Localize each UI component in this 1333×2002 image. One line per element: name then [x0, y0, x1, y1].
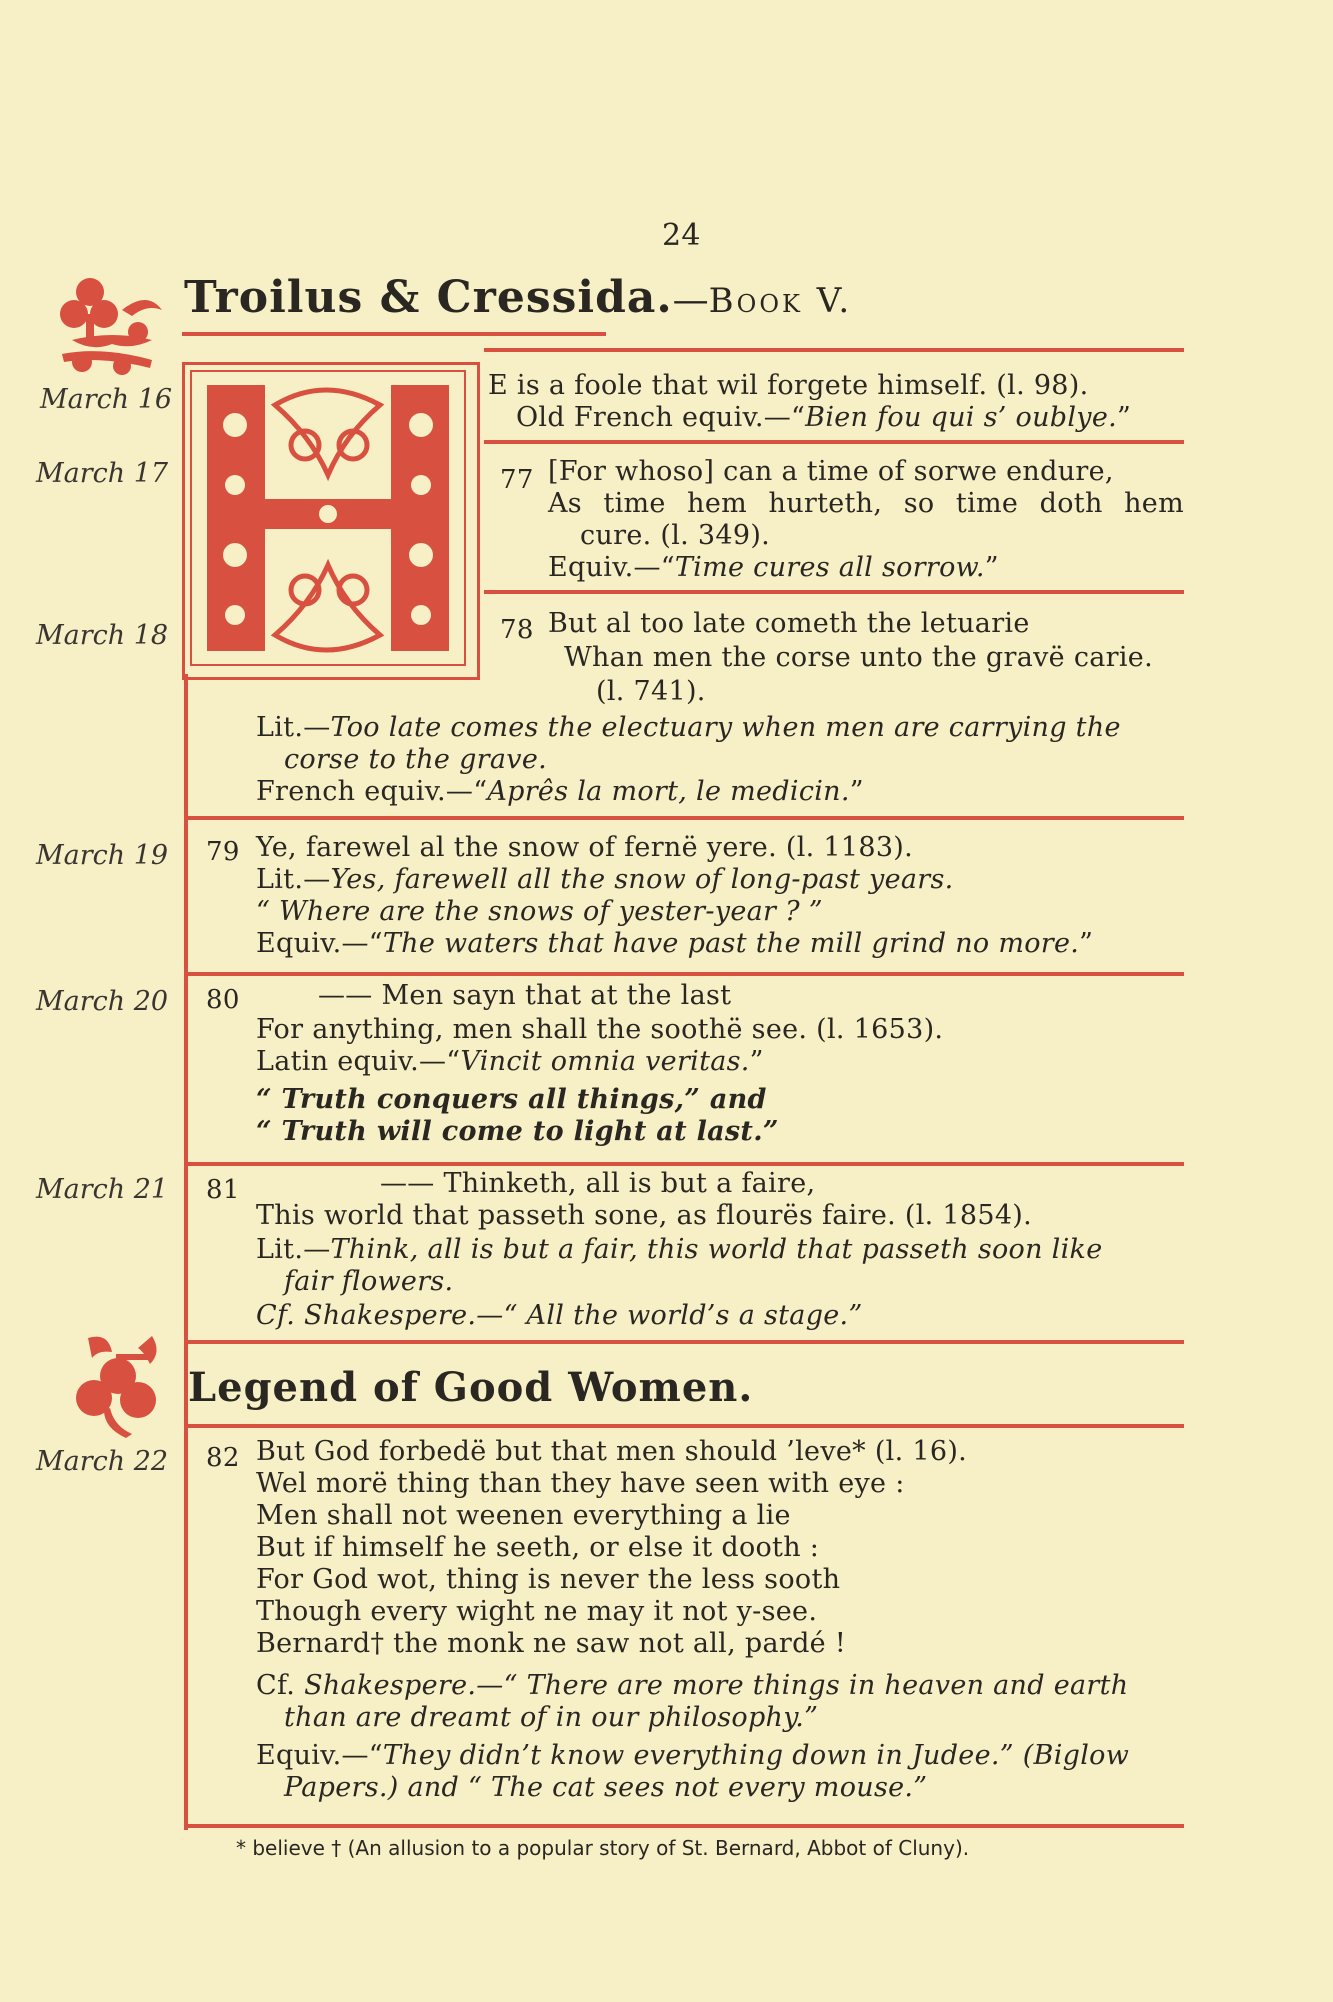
entry-78-number: 78	[500, 615, 534, 645]
title-underline	[182, 332, 606, 336]
entry-81-number: 81	[206, 1175, 240, 1205]
entry-81-cf-label: Cf. Shakespere.	[256, 1300, 477, 1331]
entry-79-lit-label: Lit.—	[256, 864, 331, 895]
entry-79-equiv-label: Equiv.—“	[256, 928, 383, 959]
entry-78-french-label: French equiv.—“	[256, 776, 488, 807]
entry-78-lit-line-1	[256, 712, 1121, 744]
entry-79-quote: “ Where are the snows of yester-year ? ”	[256, 896, 823, 927]
entry-82-equiv-line-1: They didn’t know everything down in Judee.” (Biglow	[382, 1740, 1130, 1771]
entry-76-line-1: E is a foole that wil forgete himself. (l. 98).	[488, 370, 1089, 401]
trefoil-ornament-icon	[52, 270, 172, 380]
entry-82-equiv-label: Equiv.—“	[256, 1740, 383, 1771]
rule	[184, 1824, 1184, 1828]
entry-79-equiv	[256, 928, 1093, 960]
entry-80-latin	[256, 1046, 764, 1078]
entry-77-line-2: As time hem hurteth, so time doth hem	[548, 488, 1184, 519]
rule	[184, 1424, 1184, 1428]
entry-78-line-1: But al too late cometh the letuarie	[548, 608, 1030, 639]
entry-82-line-5: For God wot, thing is never the less sooth	[256, 1564, 841, 1595]
entry-77-close: ”	[984, 552, 999, 583]
initial-h-icon	[185, 365, 471, 671]
trefoil-ornament-icon	[58, 1330, 176, 1440]
page-number: 24	[662, 218, 701, 253]
entry-82-cf-author: Shakespere.	[304, 1670, 477, 1701]
rule	[484, 590, 1184, 594]
entry-79-lit	[256, 864, 954, 896]
entry-79-lit-text: Yes, farewell all the snow of long-past years.	[330, 864, 954, 895]
date-march-18: March 18	[36, 620, 169, 651]
entry-79-equiv-text: The waters that have past the mill grind no more.	[382, 928, 1080, 959]
title-book: Book V.	[708, 281, 853, 321]
rule	[184, 816, 1184, 820]
rule	[184, 972, 1184, 976]
entry-77-line-1: [For whoso] can a time of sorwe endure,	[548, 456, 1114, 487]
entry-81-lit	[256, 1234, 1103, 1266]
entry-81-cf	[256, 1300, 863, 1332]
entry-82-line-4: But if himself he seeth, or else it dooth :	[256, 1532, 820, 1563]
entry-80-line-1: —— Men sayn that at the last	[318, 980, 732, 1011]
entry-78-lit-line-2: corse to the grave.	[284, 744, 547, 775]
title-dash: —	[672, 280, 709, 321]
entry-82-equiv-line-2: Papers.) and “ The cat sees not every mouse.”	[284, 1772, 928, 1803]
entry-78-french-quote: Aprês la mort, le medicin.	[487, 776, 850, 807]
footnote: * believe † (An allusion to a popular story of St. Bernard, Abbot of Cluny).	[236, 1836, 970, 1860]
entry-78-lit-text: Too late comes the electuary when men are carrying the	[330, 712, 1121, 743]
left-border	[184, 674, 188, 1830]
entry-82-cf	[256, 1670, 1128, 1702]
entry-80-number: 80	[206, 985, 240, 1015]
entry-76-label: Old French equiv.—“	[516, 402, 806, 433]
entry-82-equiv	[256, 1740, 1129, 1772]
title-main: Troilus & Cressida.	[184, 272, 673, 323]
entry-81-lit-label: Lit.—	[256, 1234, 331, 1265]
entry-81-line-2: This world that passeth sone, as flourës faire. (l. 1854).	[256, 1200, 1033, 1231]
entry-82-line-1: But God forbedë but that men should ’leve* (l. 16).	[256, 1436, 968, 1467]
entry-79-number: 79	[206, 837, 240, 867]
entry-80-quote-1: “ Truth conquers all things,” and	[256, 1084, 767, 1115]
entry-80-latin-quote: Vincit omnia veritas.	[460, 1046, 750, 1077]
illuminated-initial	[182, 362, 480, 680]
entry-82-line-3: Men shall not weenen everything a lie	[256, 1500, 791, 1531]
rule	[484, 440, 1184, 444]
entry-77-line-4	[548, 552, 999, 584]
date-march-17: March 17	[36, 458, 169, 489]
date-march-22: March 22	[36, 1446, 169, 1477]
date-march-16: March 16	[40, 384, 173, 415]
entry-78-line-3: (l. 741).	[596, 676, 706, 707]
entry-80-quote-2: “ Truth will come to light at last.”	[256, 1116, 779, 1147]
entry-80-latin-label: Latin equiv.—“	[256, 1046, 461, 1077]
entry-81-lit-line-2: fair flowers.	[284, 1266, 454, 1297]
section-title-legend-of-good-women: Legend of Good Women.	[188, 1364, 754, 1411]
entry-79-close: ”	[1079, 928, 1094, 959]
entry-77-label: Equiv.—“	[548, 552, 675, 583]
entry-82-cf-line-1: —“ There are more things in heaven and earth	[476, 1670, 1129, 1701]
entry-77-line-3: cure. (l. 349).	[580, 520, 771, 551]
date-march-20: March 20	[36, 986, 169, 1017]
entry-79-line-1: Ye, farewel al the snow of fernë yere. (l. 1183).	[256, 832, 914, 863]
entry-82-line-6: Though every wight ne may it not y-see.	[256, 1596, 818, 1627]
entry-80-line-2: For anything, men shall the soothë see. (l. 1653).	[256, 1014, 944, 1045]
entry-78-lit-label: Lit.—	[256, 712, 331, 743]
entry-82-line-2: Wel morë thing than they have seen with eye :	[256, 1468, 905, 1499]
rule	[184, 1162, 1184, 1166]
entry-80-close: ”	[749, 1046, 764, 1077]
entry-82-number: 82	[206, 1443, 240, 1473]
entry-78-close: ”	[849, 776, 864, 807]
date-march-21: March 21	[36, 1174, 169, 1205]
entry-82-cf-label: Cf.	[256, 1670, 305, 1701]
entry-76-quote: Bien fou qui s’ oublye.	[805, 402, 1118, 433]
entry-78-french	[256, 776, 864, 808]
rule	[484, 348, 1184, 352]
entry-76-close: ”	[1117, 402, 1132, 433]
entry-77-quote: Time cures all sorrow.	[674, 552, 985, 583]
entry-76-line-2	[516, 402, 1131, 434]
chapter-title	[184, 272, 852, 323]
rule	[184, 1340, 1184, 1344]
entry-77-number: 77	[500, 465, 534, 495]
entry-82-line-7: Bernard† the monk ne saw not all, pardé !	[256, 1628, 846, 1659]
entry-81-lit-text: Think, all is but a fair, this world that passeth soon like	[330, 1234, 1103, 1265]
entry-78-line-2: Whan men the corse unto the gravë carie.	[564, 642, 1153, 673]
entry-81-cf-text: —“ All the world’s a stage.”	[476, 1300, 863, 1331]
entry-81-line-1: —— Thinketh, all is but a faire,	[380, 1168, 816, 1199]
entry-82-cf-line-2: than are dreamt of in our philosophy.”	[284, 1702, 819, 1733]
date-march-19: March 19	[36, 840, 169, 871]
